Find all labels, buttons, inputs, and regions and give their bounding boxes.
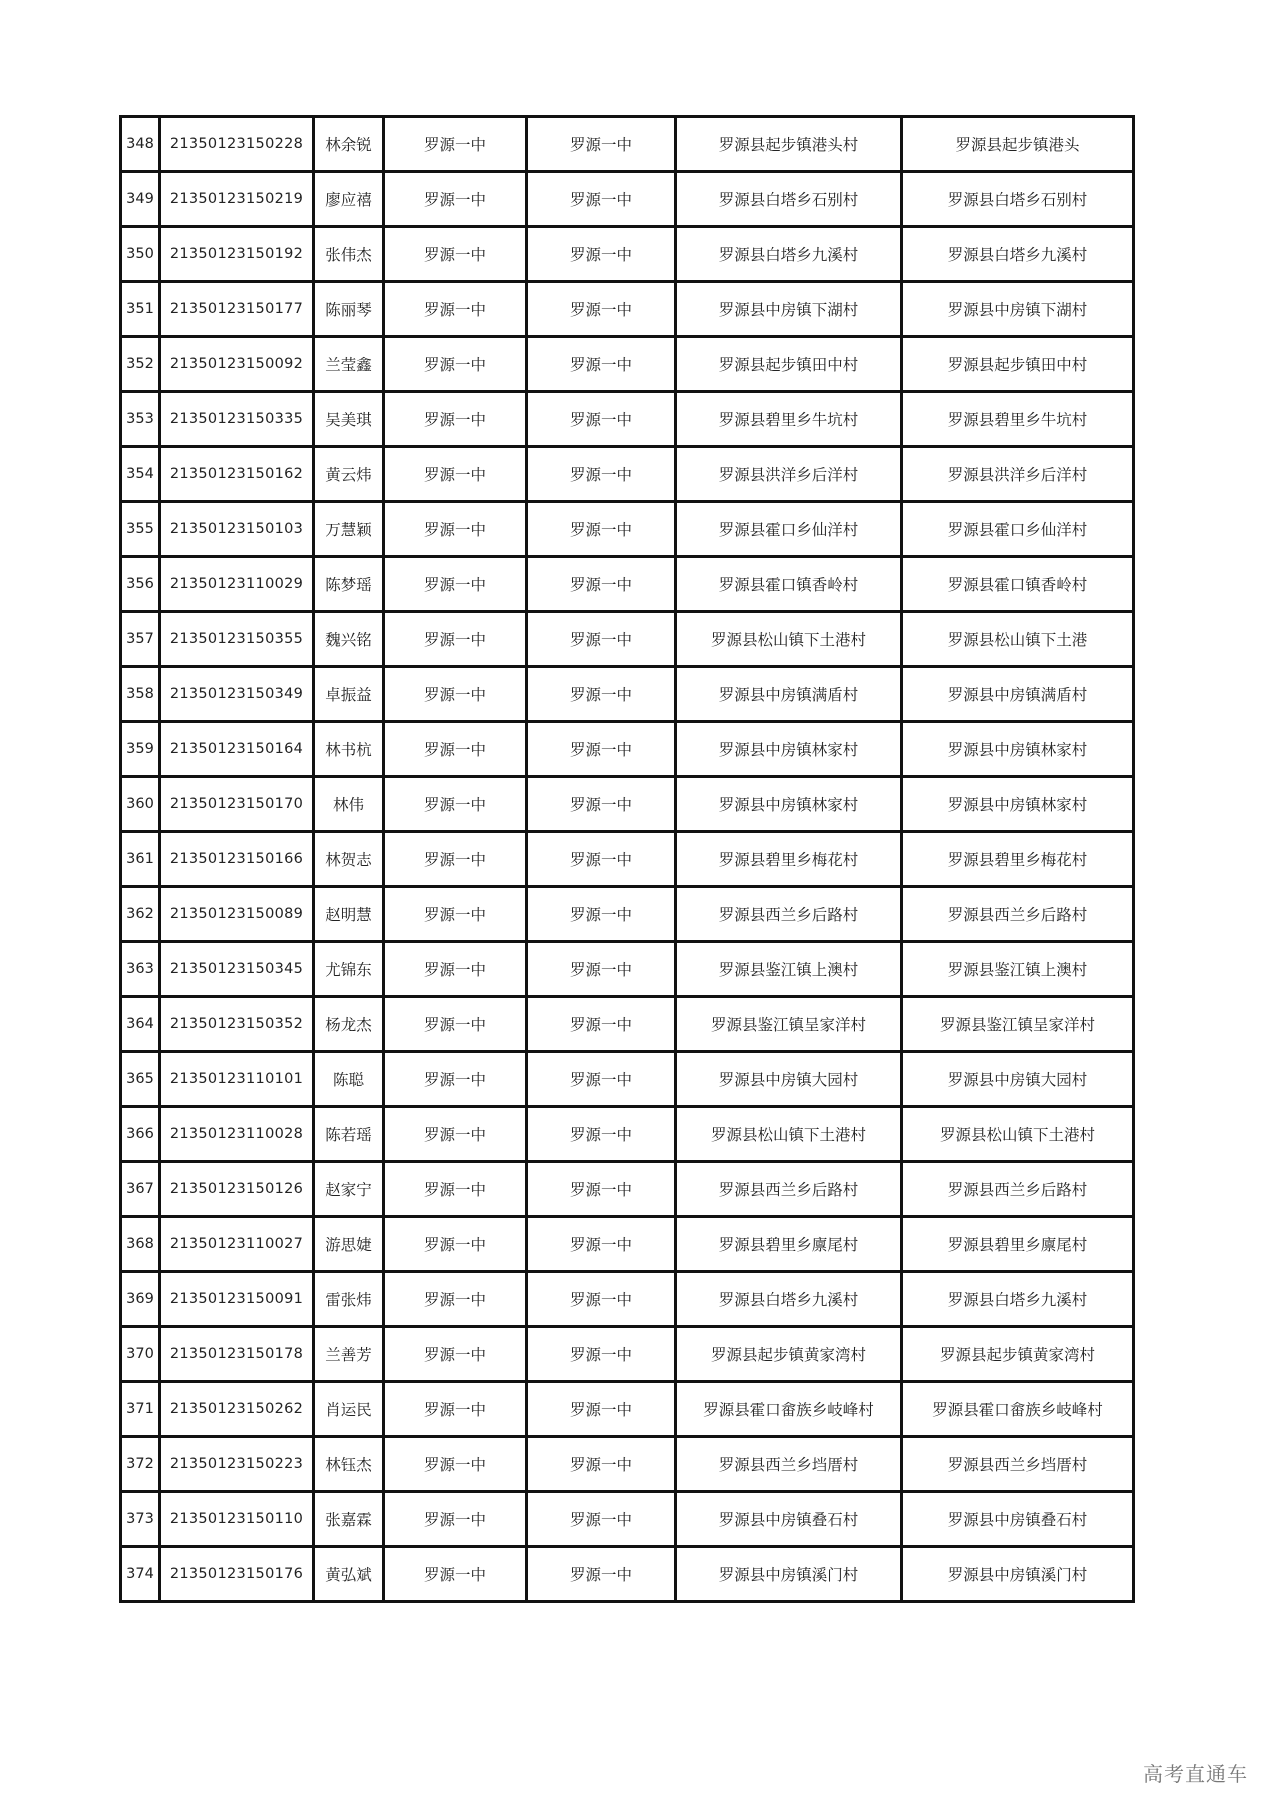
cell-address: 罗源县松山镇下土港村 (676, 612, 902, 667)
cell-school: 罗源一中 (384, 117, 527, 172)
cell-address-2: 罗源县碧里乡廪尾村 (902, 1217, 1134, 1272)
cell-address-2: 罗源县中房镇林家村 (902, 722, 1134, 777)
cell-address: 罗源县碧里乡梅花村 (676, 832, 902, 887)
cell-school-2: 罗源一中 (527, 942, 676, 997)
cell-school: 罗源一中 (384, 1327, 527, 1382)
watermark-text: 高考直通车 (1143, 1762, 1248, 1786)
cell-school-2: 罗源一中 (527, 832, 676, 887)
cell-row-index: 355 (121, 502, 160, 557)
table-row (121, 502, 1134, 557)
cell-row-index: 348 (121, 117, 160, 172)
cell-address: 罗源县中房镇大园村 (676, 1052, 902, 1107)
cell-school-2: 罗源一中 (527, 392, 676, 447)
cell-student-name: 陈聪 (314, 1052, 384, 1107)
cell-exam-number: 21350123150228 (160, 117, 314, 172)
cell-exam-number: 21350123150092 (160, 337, 314, 392)
table-row (121, 392, 1134, 447)
cell-school: 罗源一中 (384, 1492, 527, 1547)
cell-row-index: 351 (121, 282, 160, 337)
cell-row-index: 350 (121, 227, 160, 282)
cell-exam-number: 21350123150345 (160, 942, 314, 997)
cell-student-name: 林伟 (314, 777, 384, 832)
cell-address: 罗源县霍口畲族乡岐峰村 (676, 1382, 902, 1437)
cell-student-name: 陈梦瑶 (314, 557, 384, 612)
cell-row-index: 363 (121, 942, 160, 997)
table-row (121, 1052, 1134, 1107)
cell-school: 罗源一中 (384, 1382, 527, 1437)
cell-address-2: 罗源县中房镇林家村 (902, 777, 1134, 832)
cell-exam-number: 21350123110028 (160, 1107, 314, 1162)
cell-address: 罗源县鉴江镇呈家洋村 (676, 997, 902, 1052)
cell-school: 罗源一中 (384, 997, 527, 1052)
cell-address-2: 罗源县起步镇黄家湾村 (902, 1327, 1134, 1382)
cell-exam-number: 21350123150091 (160, 1272, 314, 1327)
cell-exam-number: 21350123150178 (160, 1327, 314, 1382)
table-row (121, 1162, 1134, 1217)
cell-exam-number: 21350123150170 (160, 777, 314, 832)
cell-school: 罗源一中 (384, 227, 527, 282)
cell-address: 罗源县白塔乡石别村 (676, 172, 902, 227)
cell-school: 罗源一中 (384, 557, 527, 612)
cell-address-2: 罗源县白塔乡九溪村 (902, 1272, 1134, 1327)
cell-address: 罗源县西兰乡后路村 (676, 887, 902, 942)
cell-row-index: 349 (121, 172, 160, 227)
table-row (121, 227, 1134, 282)
cell-address: 罗源县碧里乡廪尾村 (676, 1217, 902, 1272)
cell-school: 罗源一中 (384, 777, 527, 832)
table-row (121, 1492, 1134, 1547)
cell-student-name: 廖应禧 (314, 172, 384, 227)
cell-student-name: 张伟杰 (314, 227, 384, 282)
cell-school-2: 罗源一中 (527, 1052, 676, 1107)
cell-address: 罗源县中房镇叠石村 (676, 1492, 902, 1547)
table-row (121, 1437, 1134, 1492)
cell-row-index: 368 (121, 1217, 160, 1272)
cell-row-index: 374 (121, 1547, 160, 1602)
table-row (121, 1107, 1134, 1162)
cell-student-name: 尤锦东 (314, 942, 384, 997)
cell-student-name: 林钰杰 (314, 1437, 384, 1492)
cell-address: 罗源县西兰乡垱厝村 (676, 1437, 902, 1492)
cell-school: 罗源一中 (384, 172, 527, 227)
cell-address: 罗源县洪洋乡后洋村 (676, 447, 902, 502)
cell-exam-number: 21350123150176 (160, 1547, 314, 1602)
cell-school-2: 罗源一中 (527, 612, 676, 667)
cell-school: 罗源一中 (384, 1107, 527, 1162)
cell-student-name: 杨龙杰 (314, 997, 384, 1052)
cell-school-2: 罗源一中 (527, 117, 676, 172)
table-row (121, 117, 1134, 172)
cell-exam-number: 21350123150355 (160, 612, 314, 667)
cell-address: 罗源县中房镇溪门村 (676, 1547, 902, 1602)
cell-address-2: 罗源县碧里乡牛坑村 (902, 392, 1134, 447)
cell-address: 罗源县霍口乡仙洋村 (676, 502, 902, 557)
cell-row-index: 358 (121, 667, 160, 722)
cell-address: 罗源县起步镇黄家湾村 (676, 1327, 902, 1382)
cell-row-index: 365 (121, 1052, 160, 1107)
cell-student-name: 赵家宁 (314, 1162, 384, 1217)
cell-address: 罗源县中房镇林家村 (676, 722, 902, 777)
cell-row-index: 362 (121, 887, 160, 942)
cell-address: 罗源县中房镇满盾村 (676, 667, 902, 722)
cell-student-name: 黄弘斌 (314, 1547, 384, 1602)
cell-address-2: 罗源县中房镇满盾村 (902, 667, 1134, 722)
cell-school: 罗源一中 (384, 1437, 527, 1492)
table-row (121, 942, 1134, 997)
cell-row-index: 361 (121, 832, 160, 887)
cell-school: 罗源一中 (384, 447, 527, 502)
cell-school: 罗源一中 (384, 612, 527, 667)
cell-address: 罗源县碧里乡牛坑村 (676, 392, 902, 447)
cell-student-name: 卓振益 (314, 667, 384, 722)
cell-address-2: 罗源县西兰乡后路村 (902, 1162, 1134, 1217)
cell-school: 罗源一中 (384, 832, 527, 887)
cell-school: 罗源一中 (384, 1547, 527, 1602)
cell-school-2: 罗源一中 (527, 1492, 676, 1547)
cell-school-2: 罗源一中 (527, 1162, 676, 1217)
cell-address-2: 罗源县霍口乡仙洋村 (902, 502, 1134, 557)
cell-address-2: 罗源县中房镇下湖村 (902, 282, 1134, 337)
cell-school: 罗源一中 (384, 887, 527, 942)
table-row (121, 1547, 1134, 1602)
cell-row-index: 373 (121, 1492, 160, 1547)
cell-student-name: 黄云炜 (314, 447, 384, 502)
table-row (121, 1327, 1134, 1382)
table-row (121, 447, 1134, 502)
cell-address-2: 罗源县中房镇叠石村 (902, 1492, 1134, 1547)
table-row (121, 172, 1134, 227)
cell-exam-number: 21350123150166 (160, 832, 314, 887)
cell-school: 罗源一中 (384, 1162, 527, 1217)
cell-address: 罗源县霍口镇香岭村 (676, 557, 902, 612)
cell-exam-number: 21350123150162 (160, 447, 314, 502)
cell-address: 罗源县鉴江镇上澳村 (676, 942, 902, 997)
cell-row-index: 356 (121, 557, 160, 612)
cell-row-index: 357 (121, 612, 160, 667)
cell-exam-number: 21350123150223 (160, 1437, 314, 1492)
cell-student-name: 游思婕 (314, 1217, 384, 1272)
student-roster-table (119, 115, 1135, 1603)
cell-row-index: 359 (121, 722, 160, 777)
cell-school-2: 罗源一中 (527, 1217, 676, 1272)
cell-exam-number: 21350123110027 (160, 1217, 314, 1272)
table-row (121, 337, 1134, 392)
table-row (121, 832, 1134, 887)
cell-student-name: 肖运民 (314, 1382, 384, 1437)
cell-address-2: 罗源县松山镇下土港村 (902, 1107, 1134, 1162)
cell-school-2: 罗源一中 (527, 887, 676, 942)
cell-exam-number: 21350123150335 (160, 392, 314, 447)
cell-row-index: 360 (121, 777, 160, 832)
cell-student-name: 吴美琪 (314, 392, 384, 447)
cell-row-index: 352 (121, 337, 160, 392)
cell-row-index: 364 (121, 997, 160, 1052)
cell-address: 罗源县松山镇下土港村 (676, 1107, 902, 1162)
cell-exam-number: 21350123150164 (160, 722, 314, 777)
cell-school: 罗源一中 (384, 282, 527, 337)
cell-row-index: 354 (121, 447, 160, 502)
cell-school-2: 罗源一中 (527, 722, 676, 777)
cell-address: 罗源县中房镇下湖村 (676, 282, 902, 337)
cell-student-name: 兰善芳 (314, 1327, 384, 1382)
cell-address-2: 罗源县碧里乡梅花村 (902, 832, 1134, 887)
cell-exam-number: 21350123150192 (160, 227, 314, 282)
cell-address-2: 罗源县中房镇溪门村 (902, 1547, 1134, 1602)
cell-school: 罗源一中 (384, 337, 527, 392)
cell-school-2: 罗源一中 (527, 1437, 676, 1492)
cell-address-2: 罗源县松山镇下土港 (902, 612, 1134, 667)
cell-address-2: 罗源县白塔乡九溪村 (902, 227, 1134, 282)
cell-row-index: 369 (121, 1272, 160, 1327)
table-row (121, 1382, 1134, 1437)
cell-exam-number: 21350123110029 (160, 557, 314, 612)
cell-row-index: 372 (121, 1437, 160, 1492)
table-row (121, 557, 1134, 612)
cell-student-name: 雷张炜 (314, 1272, 384, 1327)
table-row (121, 1217, 1134, 1272)
cell-student-name: 兰莹鑫 (314, 337, 384, 392)
cell-student-name: 林余锐 (314, 117, 384, 172)
cell-school-2: 罗源一中 (527, 667, 676, 722)
cell-school-2: 罗源一中 (527, 447, 676, 502)
cell-address: 罗源县西兰乡后路村 (676, 1162, 902, 1217)
cell-school-2: 罗源一中 (527, 282, 676, 337)
cell-address-2: 罗源县中房镇大园村 (902, 1052, 1134, 1107)
cell-address-2: 罗源县霍口畲族乡岐峰村 (902, 1382, 1134, 1437)
cell-school-2: 罗源一中 (527, 997, 676, 1052)
cell-school-2: 罗源一中 (527, 502, 676, 557)
cell-address: 罗源县起步镇港头村 (676, 117, 902, 172)
cell-address: 罗源县起步镇田中村 (676, 337, 902, 392)
cell-address-2: 罗源县鉴江镇上澳村 (902, 942, 1134, 997)
table-row (121, 887, 1134, 942)
table-row (121, 777, 1134, 832)
cell-address-2: 罗源县起步镇田中村 (902, 337, 1134, 392)
table-row (121, 1272, 1134, 1327)
cell-school: 罗源一中 (384, 1052, 527, 1107)
cell-school-2: 罗源一中 (527, 777, 676, 832)
cell-school: 罗源一中 (384, 1217, 527, 1272)
cell-student-name: 陈若瑶 (314, 1107, 384, 1162)
cell-student-name: 赵明慧 (314, 887, 384, 942)
cell-exam-number: 21350123110101 (160, 1052, 314, 1107)
cell-school-2: 罗源一中 (527, 227, 676, 282)
cell-address-2: 罗源县鉴江镇呈家洋村 (902, 997, 1134, 1052)
cell-exam-number: 21350123150262 (160, 1382, 314, 1437)
cell-exam-number: 21350123150349 (160, 667, 314, 722)
cell-student-name: 张嘉霖 (314, 1492, 384, 1547)
cell-exam-number: 21350123150177 (160, 282, 314, 337)
cell-school: 罗源一中 (384, 667, 527, 722)
table-row (121, 612, 1134, 667)
cell-exam-number: 21350123150110 (160, 1492, 314, 1547)
cell-address: 罗源县白塔乡九溪村 (676, 1272, 902, 1327)
cell-address: 罗源县白塔乡九溪村 (676, 227, 902, 282)
cell-student-name: 林书杭 (314, 722, 384, 777)
cell-student-name: 魏兴铭 (314, 612, 384, 667)
table-row (121, 282, 1134, 337)
cell-student-name: 林贺志 (314, 832, 384, 887)
cell-address-2: 罗源县洪洋乡后洋村 (902, 447, 1134, 502)
cell-school-2: 罗源一中 (527, 1107, 676, 1162)
cell-exam-number: 21350123150089 (160, 887, 314, 942)
table-row (121, 722, 1134, 777)
cell-student-name: 陈丽琴 (314, 282, 384, 337)
table-row (121, 997, 1134, 1052)
cell-row-index: 353 (121, 392, 160, 447)
cell-exam-number: 21350123150219 (160, 172, 314, 227)
cell-row-index: 371 (121, 1382, 160, 1437)
cell-address-2: 罗源县西兰乡后路村 (902, 887, 1134, 942)
cell-address-2: 罗源县霍口镇香岭村 (902, 557, 1134, 612)
cell-school-2: 罗源一中 (527, 557, 676, 612)
cell-address: 罗源县中房镇林家村 (676, 777, 902, 832)
table-row (121, 667, 1134, 722)
cell-row-index: 370 (121, 1327, 160, 1382)
cell-school-2: 罗源一中 (527, 1327, 676, 1382)
cell-school: 罗源一中 (384, 1272, 527, 1327)
cell-exam-number: 21350123150352 (160, 997, 314, 1052)
cell-exam-number: 21350123150103 (160, 502, 314, 557)
cell-row-index: 367 (121, 1162, 160, 1217)
cell-student-name: 万慧颖 (314, 502, 384, 557)
cell-school-2: 罗源一中 (527, 1382, 676, 1437)
cell-school: 罗源一中 (384, 722, 527, 777)
cell-address-2: 罗源县白塔乡石别村 (902, 172, 1134, 227)
cell-row-index: 366 (121, 1107, 160, 1162)
roster-body (121, 117, 1134, 1602)
cell-school: 罗源一中 (384, 942, 527, 997)
cell-school-2: 罗源一中 (527, 1547, 676, 1602)
cell-school-2: 罗源一中 (527, 337, 676, 392)
cell-address-2: 罗源县起步镇港头 (902, 117, 1134, 172)
cell-school: 罗源一中 (384, 392, 527, 447)
cell-address-2: 罗源县西兰乡垱厝村 (902, 1437, 1134, 1492)
cell-exam-number: 21350123150126 (160, 1162, 314, 1217)
cell-school: 罗源一中 (384, 502, 527, 557)
cell-school-2: 罗源一中 (527, 172, 676, 227)
cell-school-2: 罗源一中 (527, 1272, 676, 1327)
